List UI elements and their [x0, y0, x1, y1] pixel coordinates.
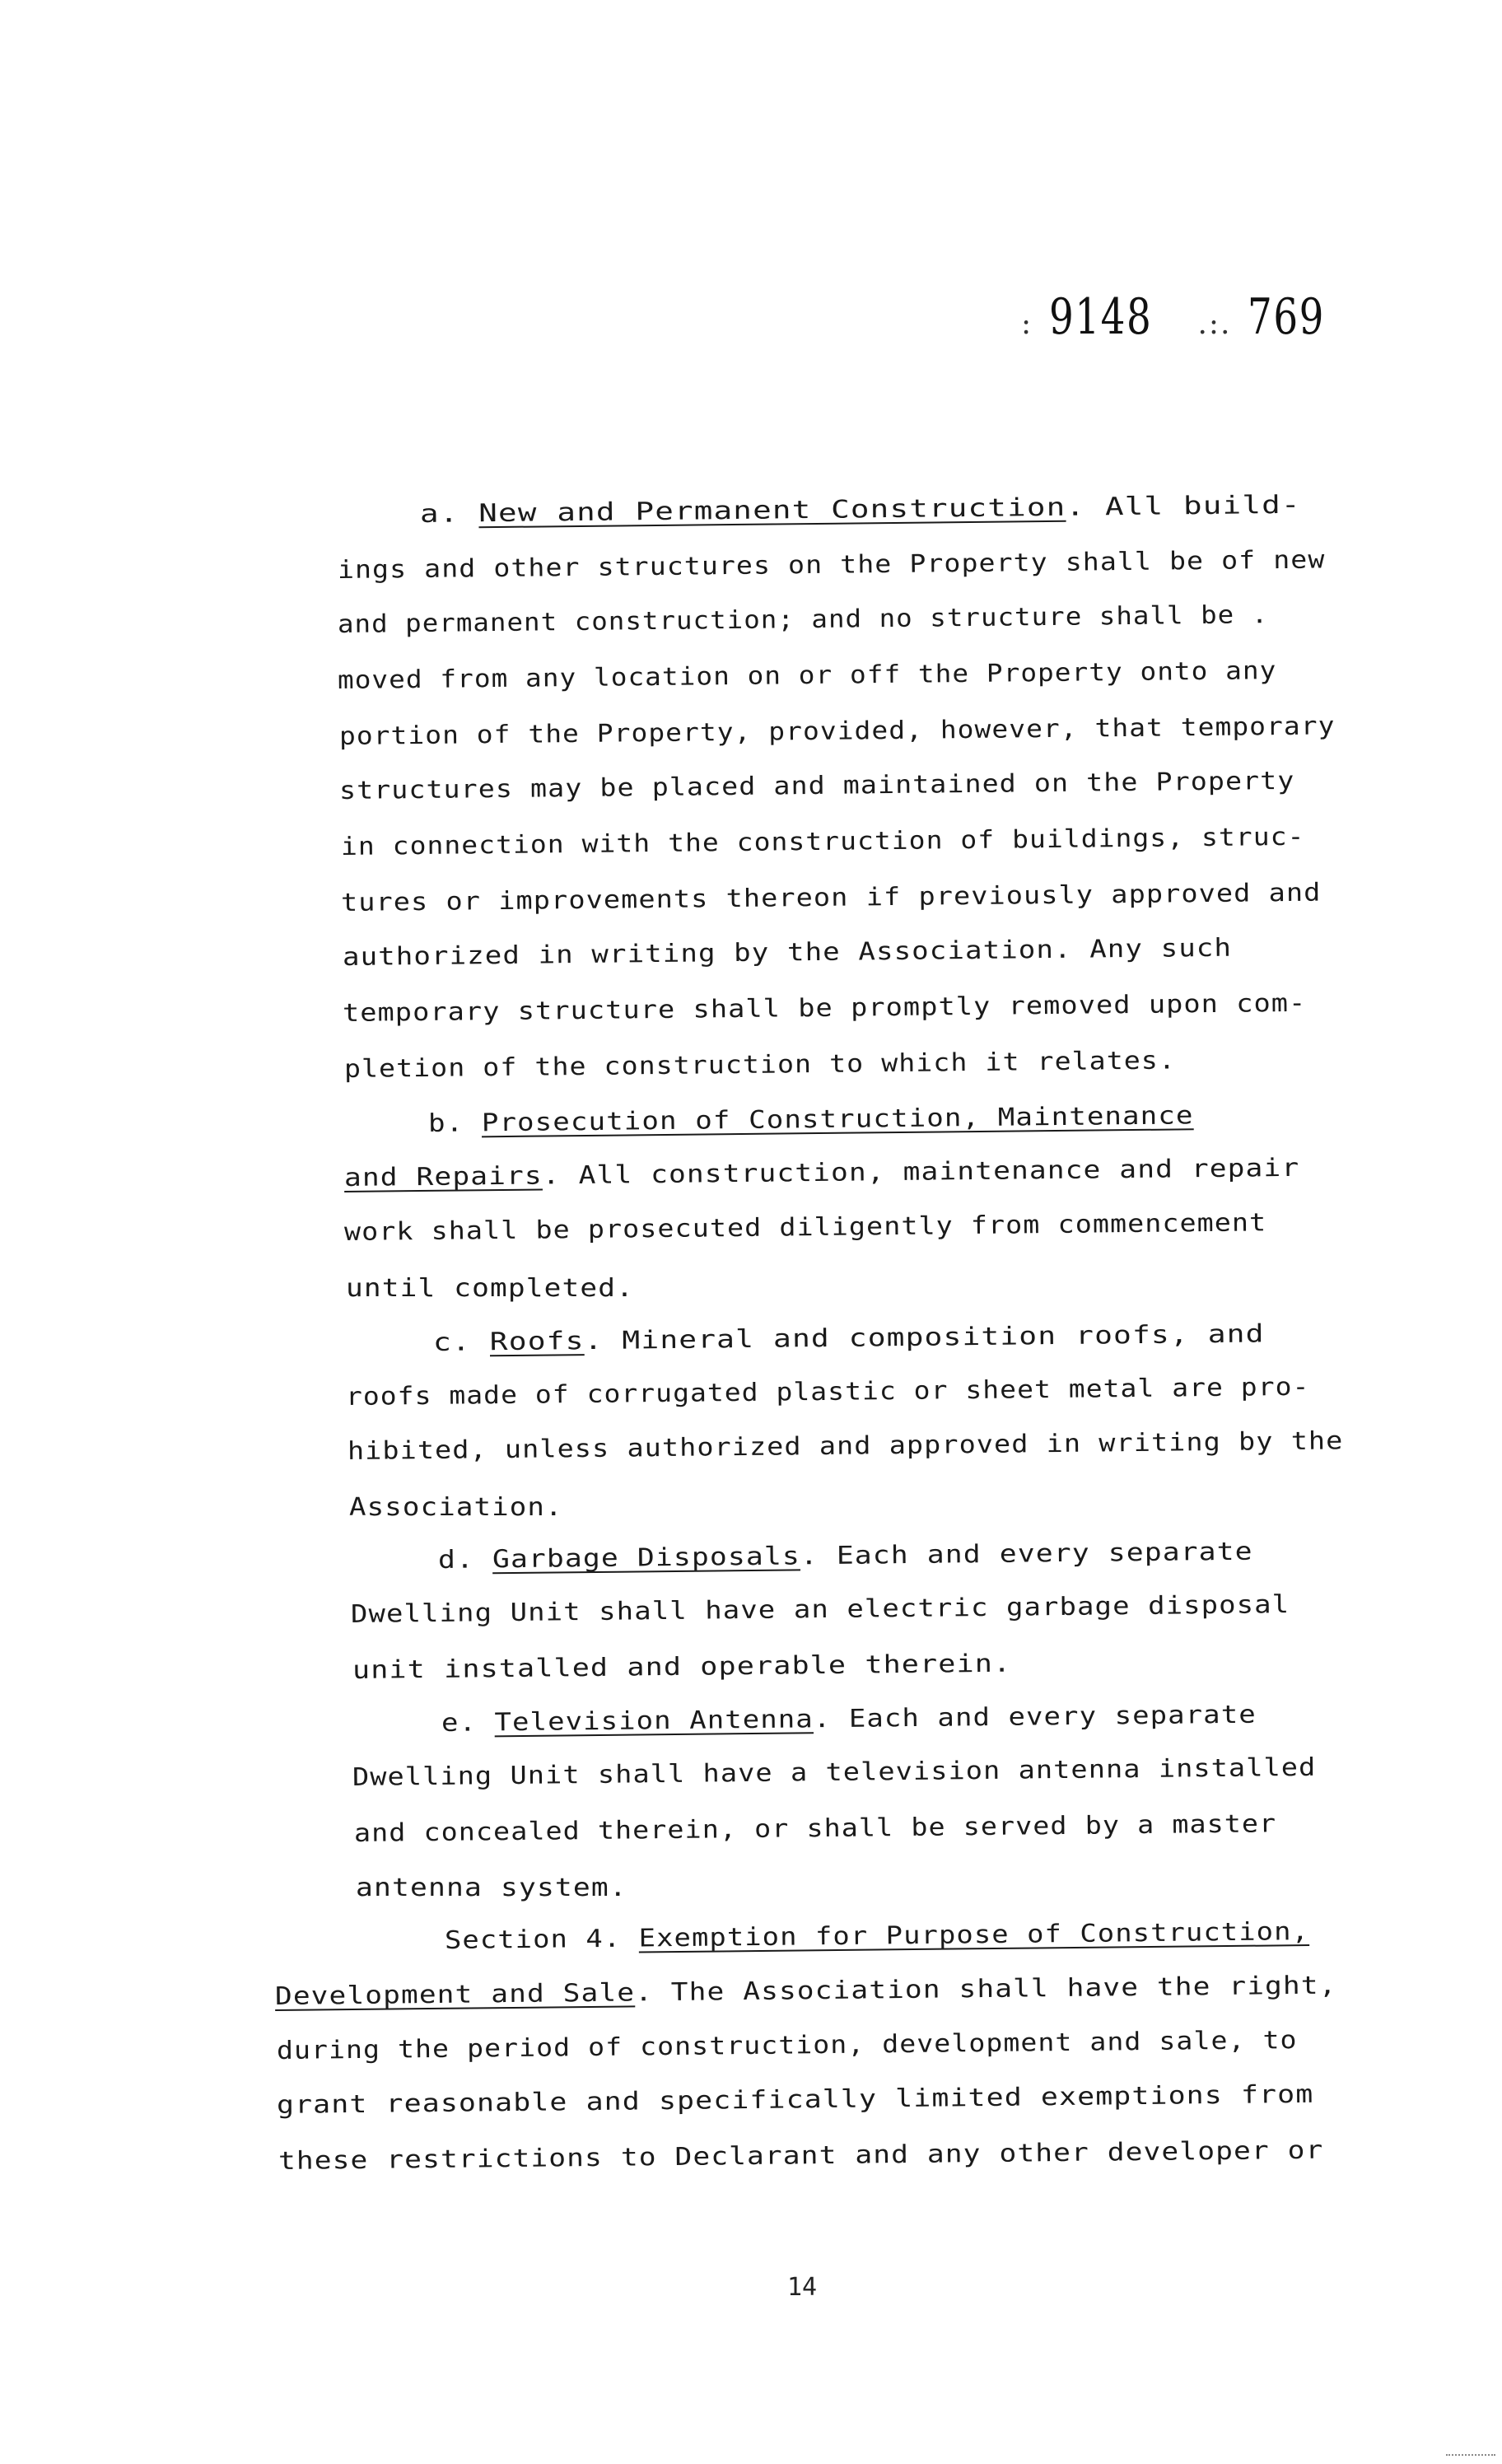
text-line: [352, 1754, 1317, 1792]
text-line: [343, 990, 1307, 1028]
text-line: [278, 2137, 1324, 2176]
text-line: [344, 1155, 1300, 1192]
underlined-heading: Prosecution of Construction, Maintenance: [481, 1101, 1194, 1138]
page-number: 14: [787, 2273, 818, 2302]
text-line: [441, 1701, 1257, 1738]
stamp-prefix: :: [1021, 307, 1033, 341]
text-line: [352, 1650, 1012, 1685]
text-run: e.: [441, 1708, 495, 1738]
underlined-heading: and Repairs: [343, 1161, 543, 1192]
stamp-separator: .:.: [1197, 307, 1232, 341]
text-line: [343, 935, 1232, 972]
text-line: [277, 2027, 1298, 2065]
text-run: during the period of construction, development and sale, to: [276, 2026, 1298, 2065]
text-run: . Each and every separate: [800, 1537, 1253, 1571]
text-line: [277, 2081, 1314, 2120]
text-run: a.: [419, 499, 479, 529]
text-run: until completed.: [346, 1274, 634, 1303]
text-line: [339, 712, 1336, 751]
text-run: ings and other structures on the Property shall be of new: [337, 545, 1326, 585]
underlined-heading: Television Antenna: [494, 1705, 814, 1738]
underlined-heading: Roofs: [489, 1327, 585, 1357]
text-run: . All build-: [1066, 490, 1301, 522]
text-line: [438, 1538, 1253, 1575]
text-run: b.: [427, 1108, 483, 1138]
recording-stamp: [1021, 288, 1347, 346]
text-line: [433, 1320, 1265, 1357]
text-run: and concealed therein, or shall be served by a master: [353, 1809, 1277, 1848]
text-line: [346, 1275, 634, 1303]
text-line: [445, 1918, 1309, 1955]
text-run: hibited, unless authorized and approved in writing by the: [347, 1426, 1344, 1466]
text-run: pletion of the construction to which it relates.: [343, 1046, 1177, 1084]
text-line: [348, 1427, 1344, 1466]
underlined-heading: New and Permanent Construction: [478, 492, 1066, 529]
text-line: [428, 1102, 1194, 1138]
text-run: temporary structure shall be promptly removed upon com-: [342, 988, 1307, 1028]
text-run: work shall be prosecuted diligently from commencement: [343, 1208, 1267, 1247]
text-run: unit installed and operable therein.: [352, 1649, 1012, 1685]
text-run: these restrictions to Declarant and any other developer or: [278, 2135, 1324, 2176]
text-line: [344, 1047, 1176, 1084]
text-line: [356, 1874, 627, 1902]
text-run: d.: [437, 1545, 493, 1575]
text-run: Dwelling Unit shall have a television antenna installed: [352, 1752, 1317, 1792]
text-run: grant reasonable and specifically limited exemptions from: [276, 2079, 1314, 2120]
text-run: moved from any location on or off the Property onto any: [337, 656, 1277, 695]
text-run: structures may be placed and maintained on the Property: [338, 766, 1295, 805]
underlined-heading: Development and Sale: [274, 1978, 636, 2011]
text-run: roofs made of corrugated plastic or sheet metal are pro-: [345, 1372, 1310, 1412]
text-run: portion of the Property, provided, however, that temporary: [338, 712, 1336, 751]
text-run: tures or improvements thereon if previously approved and: [340, 878, 1322, 917]
text-run: in connection with the construction of buildings, struc-: [340, 822, 1305, 861]
text-line: [339, 768, 1295, 805]
text-line: [338, 601, 1269, 639]
text-run: authorized in writing by the Association. Any such: [342, 933, 1233, 972]
text-run: c.: [432, 1328, 491, 1357]
text-line: [346, 1374, 1310, 1412]
text-run: antenna system.: [356, 1874, 627, 1902]
underlined-heading: Exemption for Purpose of Construction,: [638, 1917, 1310, 1953]
scan-artifact: [1446, 2454, 1495, 2461]
stamp-page-number: 769: [1248, 288, 1326, 346]
text-line: [341, 824, 1305, 861]
text-line: [349, 1494, 563, 1522]
text-line: [338, 546, 1326, 585]
stamp-book-number: 9148: [1048, 288, 1153, 346]
text-line: [351, 1591, 1290, 1629]
text-line: [344, 1209, 1267, 1247]
text-run: and permanent construction; and no structure shall be .: [337, 600, 1269, 639]
text-run: Dwelling Unit shall have an electric garbage disposal: [350, 1590, 1290, 1629]
text-run: . Mineral and composition roofs, and: [584, 1319, 1265, 1356]
text-run: . All construction, maintenance and repair: [542, 1153, 1300, 1191]
text-run: Association.: [349, 1493, 563, 1522]
underlined-heading: Garbage Disposals: [492, 1542, 801, 1575]
text-line: [420, 492, 1301, 529]
text-run: . The Association shall have the right,: [634, 1971, 1337, 2008]
text-run: Section 4.: [444, 1924, 639, 1955]
text-line: [338, 657, 1277, 695]
text-run: . Each and every separate: [813, 1700, 1257, 1734]
text-line: [275, 1972, 1337, 2011]
text-line: [354, 1810, 1277, 1848]
text-line: [341, 880, 1322, 917]
